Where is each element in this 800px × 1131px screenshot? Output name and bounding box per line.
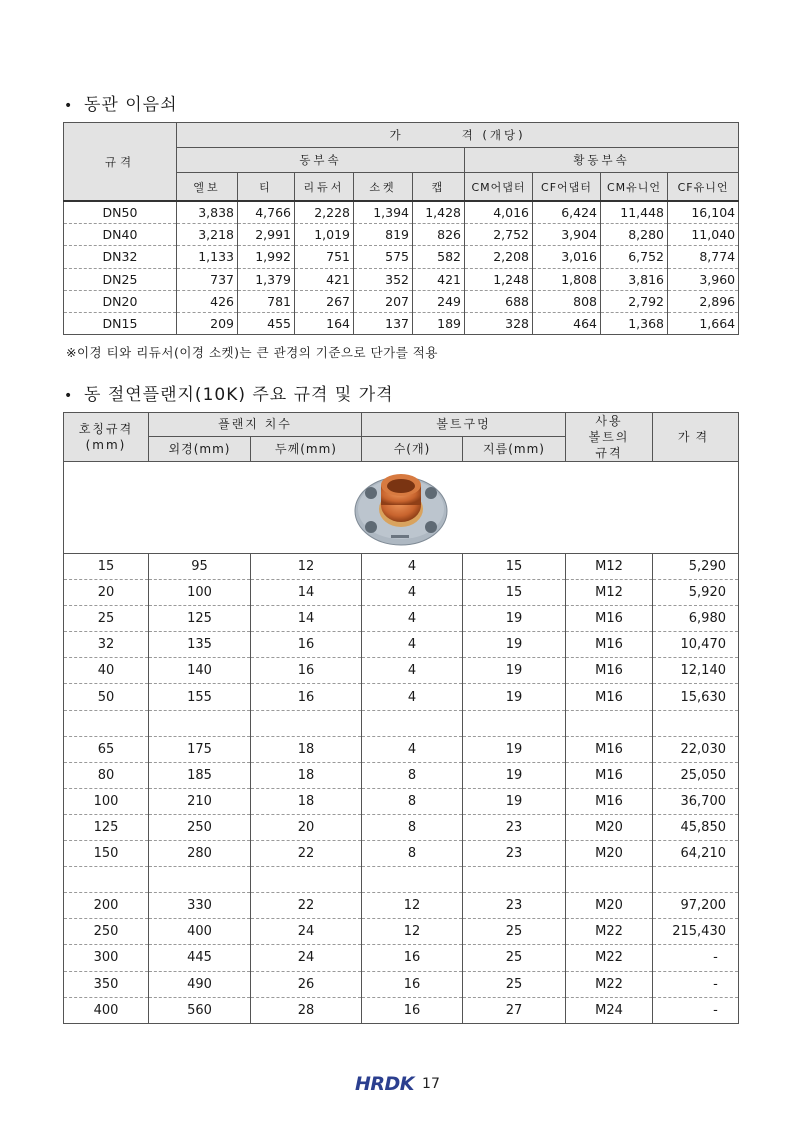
nominal-size-cell: 200 (64, 893, 149, 919)
table-row (64, 788, 739, 814)
price-cell: 2,228 (295, 201, 354, 224)
price-cell: - (653, 971, 739, 997)
flange-dimension-header: 플랜지 치수 (149, 413, 362, 437)
price-cell: 5,920 (653, 580, 739, 606)
bolt-spec-cell: M22 (566, 971, 653, 997)
bolt-count-cell (362, 867, 463, 893)
bolt-diameter-cell: 19 (463, 684, 566, 710)
price-cell: 3,904 (533, 224, 601, 246)
bolt-spec-header-text: 사용 볼트의 규격 (588, 414, 630, 460)
bolt-spec-cell: M12 (566, 554, 653, 580)
price-cell: 751 (295, 246, 354, 268)
outer-diameter-cell: 490 (149, 971, 251, 997)
price-cell: 352 (354, 268, 413, 290)
outer-diameter-cell: 280 (149, 841, 251, 867)
table-row (64, 606, 739, 632)
price-cell: 2,991 (238, 224, 295, 246)
bolt-count-cell: 16 (362, 971, 463, 997)
price-cell: 4,016 (465, 201, 533, 224)
bolt-diameter-cell: 19 (463, 658, 566, 684)
outer-diameter-cell: 560 (149, 997, 251, 1023)
table-row (64, 632, 739, 658)
spec-cell: DN32 (64, 246, 177, 268)
page-footer (355, 1073, 440, 1095)
bolt-diameter-cell: 19 (463, 632, 566, 658)
price-cell: 808 (533, 290, 601, 312)
bolt-count-cell: 4 (362, 736, 463, 762)
price-cell: 455 (238, 312, 295, 334)
nominal-size-cell: 350 (64, 971, 149, 997)
price-cell: 1,394 (354, 201, 413, 224)
outer-diameter-cell: 445 (149, 945, 251, 971)
price-cell: 137 (354, 312, 413, 334)
bolt-diameter-cell: 23 (463, 814, 566, 840)
bolt-spec-cell (566, 710, 653, 736)
column-header: 캡 (413, 173, 465, 202)
outer-diameter-header: 외경(mm) (149, 436, 251, 461)
column-header: 엘보 (177, 173, 238, 202)
table-row (64, 554, 739, 580)
bolt-spec-cell: M24 (566, 997, 653, 1023)
table-row (64, 762, 739, 788)
bolt-count-cell: 4 (362, 684, 463, 710)
price-cell: 2,752 (465, 224, 533, 246)
nominal-size-cell: 300 (64, 945, 149, 971)
price-cell: 209 (177, 312, 238, 334)
bolt-count-cell: 8 (362, 841, 463, 867)
price-cell: 3,838 (177, 201, 238, 224)
outer-diameter-cell: 175 (149, 736, 251, 762)
thickness-cell: 12 (251, 554, 362, 580)
table-row (64, 971, 739, 997)
bolt-spec-cell: M16 (566, 684, 653, 710)
nominal-size-cell: 80 (64, 762, 149, 788)
outer-diameter-cell: 135 (149, 632, 251, 658)
section-title-text: 동 절연플랜지(10K) 주요 규격 및 가격 (84, 385, 394, 405)
thickness-cell: 16 (251, 632, 362, 658)
thickness-cell (251, 710, 362, 736)
table-body (64, 554, 739, 1024)
thickness-cell: 20 (251, 814, 362, 840)
column-header: 소켓 (354, 173, 413, 202)
price-cell: 688 (465, 290, 533, 312)
bolt-diameter-cell: 15 (463, 580, 566, 606)
column-header: CM어댑터 (465, 173, 533, 202)
brass-group-header: 황동부속 (465, 148, 739, 173)
table-row (64, 919, 739, 945)
bolt-spec-cell: M16 (566, 632, 653, 658)
bolt-diameter-cell: 25 (463, 945, 566, 971)
spec-cell: DN50 (64, 201, 177, 224)
bolt-diameter-cell: 27 (463, 997, 566, 1023)
spec-cell: DN25 (64, 268, 177, 290)
nominal-size-cell: 25 (64, 606, 149, 632)
bolt-diameter-cell: 25 (463, 919, 566, 945)
price-cell: 1,808 (533, 268, 601, 290)
bolt-spec-header (566, 413, 653, 462)
price-cell: 781 (238, 290, 295, 312)
price-cell: 1,248 (465, 268, 533, 290)
outer-diameter-cell: 185 (149, 762, 251, 788)
price-cell: 97,200 (653, 893, 739, 919)
bolt-spec-cell: M22 (566, 945, 653, 971)
thickness-cell: 16 (251, 684, 362, 710)
column-header: CM유니언 (601, 173, 668, 202)
outer-diameter-cell: 95 (149, 554, 251, 580)
table-row (64, 658, 739, 684)
thickness-header: 두께(mm) (251, 436, 362, 461)
nominal-size-cell (64, 867, 149, 893)
price-cell: 8,280 (601, 224, 668, 246)
bolt-diameter-cell: 23 (463, 841, 566, 867)
nominal-size-cell: 15 (64, 554, 149, 580)
price-cell: 826 (413, 224, 465, 246)
table-row (64, 246, 739, 268)
outer-diameter-cell: 330 (149, 893, 251, 919)
price-cell: 16,104 (668, 201, 739, 224)
bolt-spec-cell: M22 (566, 919, 653, 945)
price-cell: 6,424 (533, 201, 601, 224)
price-cell: 2,896 (668, 290, 739, 312)
price-cell: 1,664 (668, 312, 739, 334)
bolt-spec-cell: M16 (566, 736, 653, 762)
price-cell: 3,816 (601, 268, 668, 290)
price-cell (653, 867, 739, 893)
table-row (64, 580, 739, 606)
price-cell: 3,960 (668, 268, 739, 290)
price-cell: 426 (177, 290, 238, 312)
price-cell: 12,140 (653, 658, 739, 684)
insulating-flange-table (63, 412, 739, 1024)
bolt-spec-cell: M16 (566, 658, 653, 684)
thickness-cell (251, 867, 362, 893)
price-cell: 1,019 (295, 224, 354, 246)
flange-image (353, 465, 449, 547)
table-row (64, 893, 739, 919)
thickness-cell: 18 (251, 762, 362, 788)
thickness-cell: 26 (251, 971, 362, 997)
price-cell: 45,850 (653, 814, 739, 840)
outer-diameter-cell (149, 867, 251, 893)
thickness-cell: 18 (251, 736, 362, 762)
bolt-diameter-header: 지름(mm) (463, 436, 566, 461)
bolt-spec-cell: M16 (566, 606, 653, 632)
price-cell: - (653, 945, 739, 971)
price-cell: 1,428 (413, 201, 465, 224)
price-cell: 22,030 (653, 736, 739, 762)
price-cell: 582 (413, 246, 465, 268)
thickness-cell: 14 (251, 580, 362, 606)
bolt-diameter-cell: 19 (463, 788, 566, 814)
price-cell: 5,290 (653, 554, 739, 580)
nominal-size-cell: 125 (64, 814, 149, 840)
spec-cell: DN15 (64, 312, 177, 334)
price-cell: 575 (354, 246, 413, 268)
nominal-size-header (64, 413, 149, 462)
price-cell: 2,792 (601, 290, 668, 312)
bullet-icon: • (64, 98, 74, 114)
copper-group-header: 동부속 (177, 148, 465, 173)
bolt-spec-cell: M20 (566, 893, 653, 919)
thickness-cell: 18 (251, 788, 362, 814)
price-cell: 164 (295, 312, 354, 334)
column-header: CF유니언 (668, 173, 739, 202)
bolt-count-cell: 4 (362, 554, 463, 580)
price-cell: 464 (533, 312, 601, 334)
bolt-diameter-cell: 23 (463, 893, 566, 919)
price-cell: 737 (177, 268, 238, 290)
price-cell: 328 (465, 312, 533, 334)
bolt-diameter-cell: 15 (463, 554, 566, 580)
bolt-diameter-cell: 19 (463, 606, 566, 632)
section-title-copper-fittings (64, 90, 178, 115)
bolt-count-cell: 8 (362, 814, 463, 840)
bolt-count-cell: 4 (362, 580, 463, 606)
thickness-cell: 22 (251, 893, 362, 919)
table-row (64, 312, 739, 334)
price-cell: 421 (295, 268, 354, 290)
thickness-cell: 14 (251, 606, 362, 632)
price-header: 가격 (653, 413, 739, 462)
column-header: 티 (238, 173, 295, 202)
table-row (64, 841, 739, 867)
nominal-size-cell: 40 (64, 658, 149, 684)
bolt-count-header: 수(개) (362, 436, 463, 461)
nominal-size-cell: 400 (64, 997, 149, 1023)
spec-cell: DN20 (64, 290, 177, 312)
bolt-spec-cell (566, 867, 653, 893)
price-cell: 819 (354, 224, 413, 246)
price-cell: 2,208 (465, 246, 533, 268)
bolt-count-cell: 16 (362, 945, 463, 971)
nominal-size-cell: 100 (64, 788, 149, 814)
nominal-size-cell: 250 (64, 919, 149, 945)
outer-diameter-cell: 125 (149, 606, 251, 632)
price-cell: 1,379 (238, 268, 295, 290)
bolt-spec-cell: M20 (566, 814, 653, 840)
table-body (64, 201, 739, 335)
bolt-spec-cell: M20 (566, 841, 653, 867)
bolt-count-cell: 12 (362, 919, 463, 945)
outer-diameter-cell: 140 (149, 658, 251, 684)
price-cell: 15,630 (653, 684, 739, 710)
bolt-count-cell: 4 (362, 606, 463, 632)
page-number: 17 (422, 1076, 440, 1092)
section-title-text: 동관 이음쇠 (84, 95, 178, 115)
outer-diameter-cell: 155 (149, 684, 251, 710)
table-row (64, 736, 739, 762)
table-row (64, 945, 739, 971)
price-cell: 267 (295, 290, 354, 312)
spec-cell: DN40 (64, 224, 177, 246)
price-cell: 4,766 (238, 201, 295, 224)
outer-diameter-cell: 210 (149, 788, 251, 814)
price-cell: 6,980 (653, 606, 739, 632)
section-title-insulating-flange (64, 380, 394, 405)
nominal-size-cell: 32 (64, 632, 149, 658)
thickness-cell: 16 (251, 658, 362, 684)
price-cell: 1,133 (177, 246, 238, 268)
table-row (64, 201, 739, 224)
price-cell: 215,430 (653, 919, 739, 945)
price-cell: 249 (413, 290, 465, 312)
price-cell (653, 710, 739, 736)
bolt-spec-cell: M16 (566, 788, 653, 814)
price-cell: 207 (354, 290, 413, 312)
bolt-count-cell: 4 (362, 658, 463, 684)
bolt-diameter-cell (463, 710, 566, 736)
table-row (64, 814, 739, 840)
outer-diameter-cell: 250 (149, 814, 251, 840)
hrdk-logo: HRDK (355, 1073, 415, 1095)
table-row (64, 710, 739, 736)
price-cell: 10,470 (653, 632, 739, 658)
bolt-count-cell: 4 (362, 632, 463, 658)
nominal-size-header-text: 호칭규격 (mm) (78, 422, 134, 452)
price-header: 가 격 (개당) (177, 123, 739, 148)
price-cell: 25,050 (653, 762, 739, 788)
column-header: 리듀서 (295, 173, 354, 202)
nominal-size-cell (64, 710, 149, 736)
price-cell: 1,368 (601, 312, 668, 334)
bolt-count-cell: 8 (362, 788, 463, 814)
price-cell: 36,700 (653, 788, 739, 814)
table-note: ※이경 티와 리듀서(이경 소켓)는 큰 관경의 기준으로 단가를 적용 (66, 345, 438, 360)
price-cell: 11,448 (601, 201, 668, 224)
bolt-count-cell: 16 (362, 997, 463, 1023)
nominal-size-cell: 65 (64, 736, 149, 762)
thickness-cell: 24 (251, 945, 362, 971)
nominal-size-cell: 50 (64, 684, 149, 710)
price-cell: 3,218 (177, 224, 238, 246)
bolt-count-cell: 8 (362, 762, 463, 788)
bullet-icon: • (64, 388, 74, 404)
table-row (64, 997, 739, 1023)
nominal-size-cell: 20 (64, 580, 149, 606)
flange-image-cell (64, 462, 739, 554)
bolt-diameter-cell: 19 (463, 736, 566, 762)
bolt-diameter-cell: 19 (463, 762, 566, 788)
price-cell: 8,774 (668, 246, 739, 268)
table-row (64, 224, 739, 246)
bolt-diameter-cell (463, 867, 566, 893)
bolt-spec-cell: M16 (566, 762, 653, 788)
copper-fittings-price-table (63, 122, 739, 335)
bolt-diameter-cell: 25 (463, 971, 566, 997)
outer-diameter-cell: 400 (149, 919, 251, 945)
thickness-cell: 28 (251, 997, 362, 1023)
price-cell: - (653, 997, 739, 1023)
price-cell: 64,210 (653, 841, 739, 867)
bolt-count-cell: 12 (362, 893, 463, 919)
outer-diameter-cell: 100 (149, 580, 251, 606)
outer-diameter-cell (149, 710, 251, 736)
bolt-count-cell (362, 710, 463, 736)
thickness-cell: 24 (251, 919, 362, 945)
price-cell: 421 (413, 268, 465, 290)
bolt-hole-header: 볼트구멍 (362, 413, 566, 437)
bolt-spec-cell: M12 (566, 580, 653, 606)
table-row (64, 290, 739, 312)
price-cell: 3,016 (533, 246, 601, 268)
price-cell: 189 (413, 312, 465, 334)
nominal-size-cell: 150 (64, 841, 149, 867)
table-row (64, 867, 739, 893)
price-cell: 11,040 (668, 224, 739, 246)
table-row (64, 684, 739, 710)
price-cell: 6,752 (601, 246, 668, 268)
thickness-cell: 22 (251, 841, 362, 867)
spec-header: 규격 (64, 123, 177, 202)
price-cell: 1,992 (238, 246, 295, 268)
table-row (64, 268, 739, 290)
column-header: CF어댑터 (533, 173, 601, 202)
